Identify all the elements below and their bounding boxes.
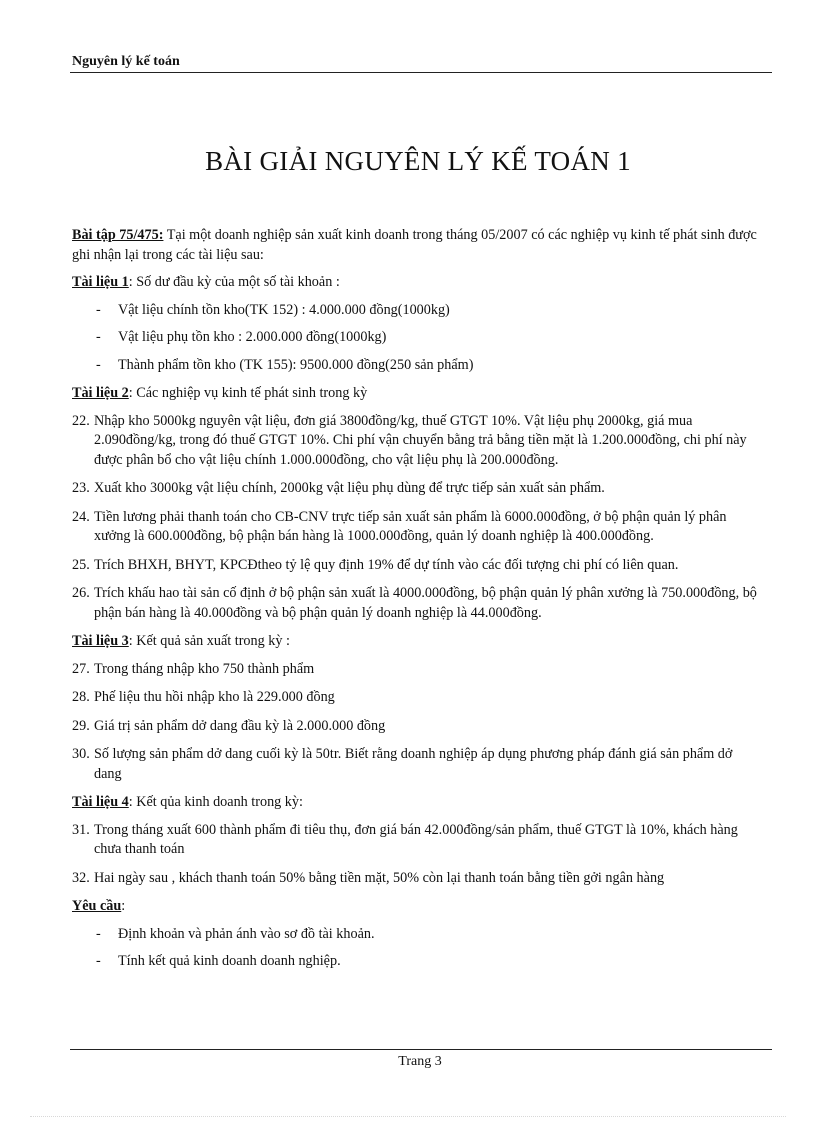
list-item [72, 688, 762, 708]
list-item [72, 412, 762, 471]
list-item [72, 584, 762, 623]
list-item [72, 660, 762, 680]
doc3-label: Tài liệu 3 [72, 633, 129, 649]
doc2-heading [72, 384, 762, 404]
requirements-label: Yêu cầu [72, 898, 122, 914]
item-text: Tiền lương phải thanh toán cho CB-CNV trực tiếp sản xuất sản phẩm là 6000.000đồng, ở bộ phận quản lý phân xưởng là 600.000đồng, bộ phận bán hàng là 1000.000đồng, quản lý doanh nghiệp là 400.000đồng. [94, 508, 727, 544]
doc3-list [72, 660, 762, 785]
item-number: 29. [72, 717, 90, 734]
doc1-text: : Số dư đầu kỳ của một số tài khoản : [128, 274, 340, 290]
doc1-heading [72, 273, 762, 293]
item-number: 26. [72, 585, 90, 601]
item-text: Trong tháng nhập kho 750 thành phẩm [94, 660, 315, 677]
item-number: 32. [72, 869, 90, 886]
running-header: Nguyên lý kế toán [72, 54, 180, 69]
item-text: Trong tháng xuất 600 thành phẩm đi tiêu thụ, đơn giá bán 42.000đồng/sản phẩm, thuế GTGT là 10%, khách hàng chưa thanh toán [94, 821, 738, 857]
list-item [72, 556, 762, 576]
doc4-heading [72, 793, 762, 813]
intro-text: Tại một doanh nghiệp sản xuất kinh doanh trong tháng 05/2007 có các nghiệp vụ kinh tế phát sinh được ghi nhận lại trong các tài liệu sau: [72, 227, 757, 263]
doc1-list [72, 301, 762, 376]
requirements-list [72, 925, 762, 972]
page-title: BÀI GIẢI NGUYÊN LÝ KẾ TOÁN 1 [205, 146, 631, 176]
page-number: Trang 3 [398, 1054, 442, 1069]
item-number: 24. [72, 508, 90, 525]
item-text: Số lượng sản phẩm dở dang cuối kỳ là 50tr. Biết rằng doanh nghiệp áp dụng phương pháp đánh giá sản phẩm dở dang [94, 746, 733, 782]
doc2-text: : Các nghiệp vụ kinh tế phát sinh trong kỳ [128, 385, 368, 401]
list-item [72, 745, 762, 784]
item-text: Xuất kho 3000kg vật liệu chính, 2000kg vật liệu phụ dùng để trực tiếp sản xuất sản phẩm. [94, 480, 605, 496]
doc3-heading [72, 632, 762, 652]
item-text: Trích khấu hao tài sản cố định ở bộ phận sản xuất là 4000.000đồng, bộ phận quản lý phân xưởng là 750.000đồng, bộ phận bán hàng là 40.000đồng và bộ phận quản lý doanh nghiệp là 44.000đồng. [94, 585, 757, 621]
item-number: 31. [72, 821, 90, 838]
list-item: - Tính kết quả kinh doanh doanh nghiệp. [72, 952, 762, 972]
list-item: - Vật liệu phụ tồn kho : 2.000.000 đồng(1000kg) [72, 328, 762, 348]
document-body [72, 226, 762, 981]
doc1-label: Tài liệu 1 [72, 274, 129, 290]
item-text: Hai ngày sau , khách thanh toán 50% bằng tiền mặt, 50% còn lại thanh toán bằng tiền gởi ngân hàng [94, 869, 665, 886]
item-number: 28. [72, 689, 90, 705]
requirements-colon: : [121, 898, 126, 914]
doc2-label: Tài liệu 2 [72, 385, 129, 401]
doc4-label: Tài liệu 4 [72, 794, 129, 810]
page-bottom-edge [30, 1116, 786, 1117]
doc4-text: : Kết qủa kinh doanh trong kỳ: [128, 794, 303, 810]
requirements-heading [72, 897, 762, 917]
item-number: 30. [72, 746, 90, 762]
doc2-list [72, 412, 762, 624]
item-text: Trích BHXH, BHYT, KPCĐtheo tỷ lệ quy định 19% để dự tính vào các đối tượng chi phí có liên quan. [94, 556, 679, 573]
intro-paragraph [72, 226, 762, 265]
item-text: Phế liệu thu hồi nhập kho là 229.000 đồng [94, 689, 335, 705]
list-item [72, 869, 762, 889]
list-item [72, 821, 762, 860]
footer-divider [70, 1049, 772, 1050]
item-text: Nhập kho 5000kg nguyên vật liệu, đơn giá 3800đồng/kg, thuế GTGT 10%. Vật liệu phụ 2000kg, giá mua 2.090đồng/kg, trong đó thuế GTGT 10%. Chi phí vận chuyển bằng trả bằng tiền mặt là 1.200.000đồng, chi phí này được phân bổ cho vật liệu chính 1.000.000đồng, cho vật liệu phụ là 200.000đồng. [94, 412, 747, 468]
list-item [72, 717, 762, 737]
item-number: 25. [72, 556, 90, 573]
list-item [72, 479, 762, 499]
doc3-text: : Kết quả sản xuất trong kỳ : [128, 633, 290, 649]
item-number: 22. [72, 412, 90, 429]
exercise-label: Bài tập 75/475: [72, 227, 164, 243]
list-item: - Thành phẩm tồn kho (TK 155): 9500.000 đồng(250 sản phẩm) [72, 356, 762, 376]
list-item: - Vật liệu chính tồn kho(TK 152) : 4.000.000 đồng(1000kg) [72, 301, 762, 321]
item-number: 23. [72, 480, 90, 496]
item-text: Giá trị sản phẩm dở dang đầu kỳ là 2.000.000 đồng [94, 717, 386, 734]
list-item [72, 508, 762, 547]
header-divider [70, 72, 772, 73]
list-item: - Định khoản và phản ánh vào sơ đồ tài khoản. [72, 925, 762, 945]
item-number: 27. [72, 660, 90, 677]
doc4-list [72, 821, 762, 889]
